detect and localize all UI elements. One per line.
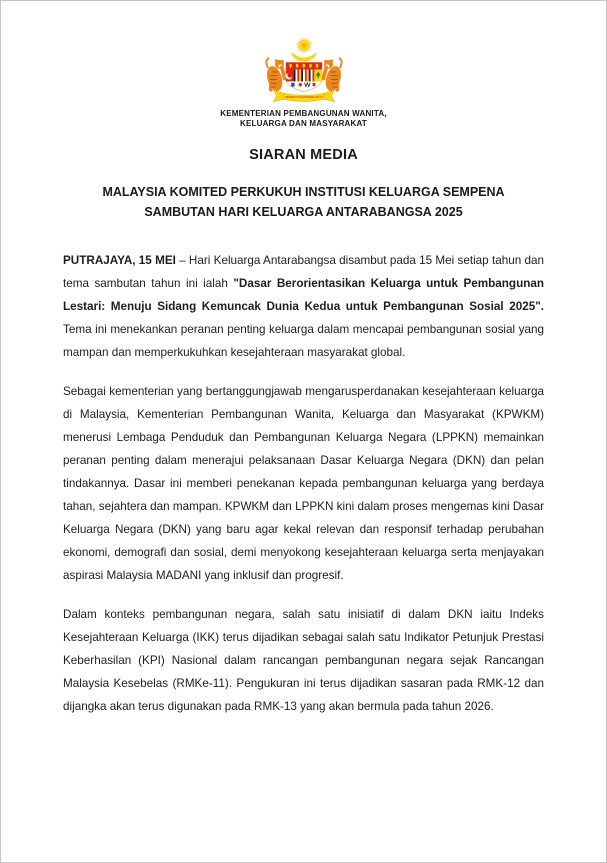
coat-of-arms-icon bbox=[252, 35, 356, 107]
ministry-name-line2: KELUARGA DAN MASYARAKAT bbox=[240, 119, 367, 128]
document-header bbox=[1, 1, 606, 129]
tiger-right-figure bbox=[321, 58, 344, 93]
body-paragraph bbox=[63, 603, 544, 718]
title-line2: SAMBUTAN HARI KELUARGA ANTARABANGSA 2025 bbox=[144, 204, 463, 219]
document-body bbox=[63, 249, 544, 718]
body-paragraph bbox=[63, 380, 544, 587]
ministry-name bbox=[1, 109, 606, 129]
shield-shape bbox=[285, 62, 321, 91]
text-run: Tema ini menekankan peranan penting keluarga dalam mencapai pembangunan sosial yang mampan dan memperkukuhkan kesejahteraan masyarakat global. bbox=[63, 323, 544, 359]
ministry-name-line1: KEMENTERIAN PEMBANGUNAN WANITA, bbox=[220, 109, 387, 118]
crescent-shape bbox=[291, 53, 316, 62]
text-run: PUTRAJAYA, 15 MEI bbox=[63, 254, 176, 267]
document-type-heading: SIARAN MEDIA bbox=[249, 147, 358, 163]
text-run: Dalam konteks pembangunan negara, salah satu inisiatif di dalam DKN iaitu Indeks Kesejahteraan Keluarga (IKK) terus dijadikan sebagai salah satu Indikator Petunjuk Prestasi Keberhasilan (KPI) Nasional dalam rancangan pembangunan negara sejak Rancangan Malaysia Kesebelas (RMKe-11). Pengukuran ini terus dijadikan sasaran pada RMK-12 dan dijangka akan terus digunakan pada RMK-13 yang akan bermula pada tahun 2026. bbox=[63, 608, 544, 713]
tiger-left-figure bbox=[264, 58, 287, 93]
press-release-title bbox=[1, 183, 606, 222]
body-paragraph bbox=[63, 249, 544, 364]
title-line1: MALAYSIA KOMITED PERKUKUH INSTITUSI KELUARGA SEMPENA bbox=[102, 185, 505, 199]
text-run: Sebagai kementerian yang bertanggungjawab mengarusperdanakan kesejahteraan keluarga di Malaysia, Kementerian Pembangunan Wanita, Keluarga dan Masyarakat (KPWKM) menerusi Lembaga Penduduk dan Pembangunan Keluarga Negara (LPPKN) memainkan peranan penting dalam menerajui pelaksanaan Dasar Keluarga Negara (DKN) dan pelan tindakannya. Dasar ini memberi penekanan kepada pembangunan keluarga yang berdaya tahan, sejahtera dan mampan. KPWKM dan LPPKN kini dalam proses mengemas kini Dasar Keluarga Negara (DKN) yang baru agar kekal relevan dan responsif terhadap perubahan ekonomi, demografi dan sosial, demi menyokong kesejahteraan keluarga serta menjayakan aspirasi Malaysia MADANI yang inklusif dan progresif. bbox=[63, 385, 544, 582]
motto-text: BERSEKUTU BERTAMBAH MUTU bbox=[284, 96, 323, 100]
text-run: "Dasar Berorientasikan Keluarga untuk Pembangunan Lestari: Menuju Sidang Kemuncak Dunia Kedua untuk Pembangunan Sosial 2025". bbox=[63, 277, 544, 313]
text-run: – Hari Keluarga Antarabangsa disambut pada 15 Mei setiap tahun dan tema sambutan tahun ini ialah bbox=[63, 254, 544, 290]
